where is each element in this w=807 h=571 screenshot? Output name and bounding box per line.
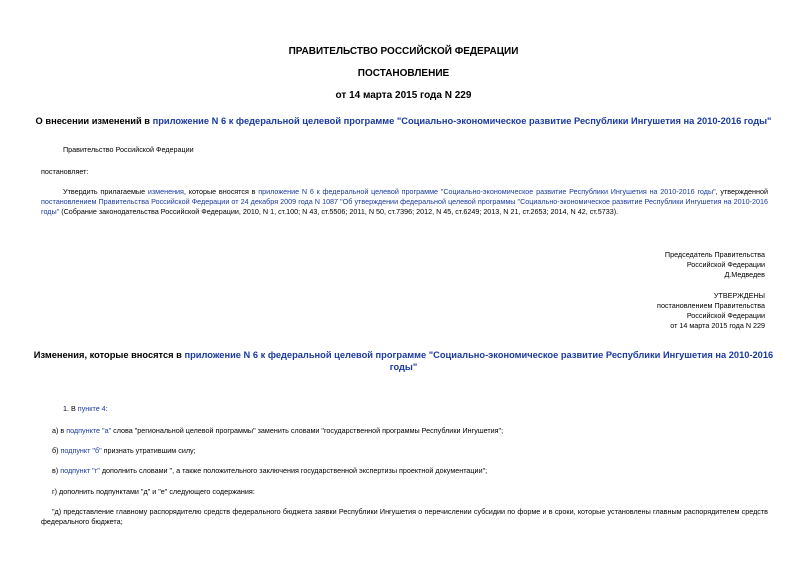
- document-title: [0, 116, 807, 126]
- item-d: "д) представление главному распорядителю средств федерального бюджета заявки Республики Ингушетия о перечислении субсидии по форме и в сроки, которые установлены главным распорядителем средств федерального бюджета;: [41, 507, 768, 526]
- para-text-c: , утвержденной: [715, 187, 768, 196]
- signature-name: Д.Медведев: [724, 270, 765, 279]
- para-text-b: , которые вносятся в: [183, 187, 259, 196]
- item-b-link[interactable]: подпункт "б": [60, 446, 102, 455]
- appendix-link[interactable]: приложение N 6 к федеральной целевой программе "Социально-экономическое развитие Республики Ингушетия на 2010-2016 годы": [258, 187, 716, 196]
- approval-by: постановлением Правительства: [657, 301, 765, 310]
- para-text-d: (Собрание законодательства Российской Федерации, 2010, N 1, ст.100; N 43, ст.5506; 2011, N 50, ст.7396; 2012, N 45, ст.6249; 2013, N 21, ст.2653; 2014, N 42, ст.5733).: [59, 207, 619, 216]
- resolution-paragraph: [41, 187, 768, 217]
- intro-government: Правительство Российской Федерации: [63, 145, 194, 154]
- item-a: [52, 426, 503, 436]
- changes-title-prefix: Изменения, которые вносятся в: [33, 350, 185, 360]
- decree-link[interactable]: постановлением Правительства Российской Федерации от 24 декабря 2009 года N 1087 "Об утверждении федеральной целевой программы "Социально-экономическое развитие Республики Ингушетия на 2010-2016 годы": [41, 197, 768, 216]
- changes-link[interactable]: изменения: [147, 187, 184, 196]
- approval-block: [657, 291, 765, 331]
- item-1: [63, 404, 108, 414]
- approval-heading: УТВЕРЖДЕНЫ: [713, 291, 765, 300]
- item-1-text: 1. В: [63, 404, 78, 413]
- intro-resolves: постановляет:: [41, 167, 89, 176]
- approval-country: Российской Федерации: [686, 311, 765, 320]
- item-a-text: а) в: [52, 426, 67, 435]
- item-a-rest: слова "региональной целевой программы" заменить словами "государственной программы Республики Ингушетия";: [111, 426, 504, 435]
- para-text-a: Утвердить прилагаемые: [63, 187, 148, 196]
- changes-title-link[interactable]: приложение N 6 к федеральной целевой программе "Социально-экономическое развитие Республики Ингушетия на 2010-2016: [184, 350, 774, 360]
- government-heading: ПРАВИТЕЛЬСТВО РОССИЙСКОЙ ФЕДЕРАЦИИ: [288, 46, 519, 57]
- document-date-heading: от 14 марта 2015 года N 229: [335, 90, 472, 101]
- item-b-text: б): [52, 446, 61, 455]
- item-a-link[interactable]: подпункте "а": [66, 426, 112, 435]
- document-title-prefix: О внесении изменений в: [35, 116, 153, 126]
- item-b-rest: признать утратившим силу;: [101, 446, 196, 455]
- item-v-rest: дополнить словами ", а также положительного заключения государственной экспертизы проектной документации";: [99, 466, 488, 475]
- document-title-link[interactable]: приложение N 6 к федеральной целевой программе "Социально-экономическое развитие Республики Ингушетия на 2010-2016 годы": [152, 116, 772, 126]
- item-b: [52, 446, 196, 456]
- signature-title: Председатель Правительства: [664, 250, 765, 259]
- changes-title-link-end[interactable]: годы": [389, 362, 418, 372]
- item-1-link[interactable]: пункте 4: [77, 404, 106, 413]
- approval-date: от 14 марта 2015 года N 229: [670, 321, 765, 330]
- signature-block: [665, 250, 765, 280]
- document-type-heading: ПОСТАНОВЛЕНИЕ: [357, 68, 450, 79]
- item-v: [52, 466, 487, 476]
- item-g: г) дополнить подпунктами "д" и "е" следующего содержания:: [52, 487, 255, 496]
- item-v-text: в): [52, 466, 61, 475]
- changes-title: [0, 349, 807, 373]
- item-v-link[interactable]: подпункт "г": [60, 466, 100, 475]
- signature-country: Российской Федерации: [686, 260, 765, 269]
- item-1-colon: :: [105, 404, 108, 413]
